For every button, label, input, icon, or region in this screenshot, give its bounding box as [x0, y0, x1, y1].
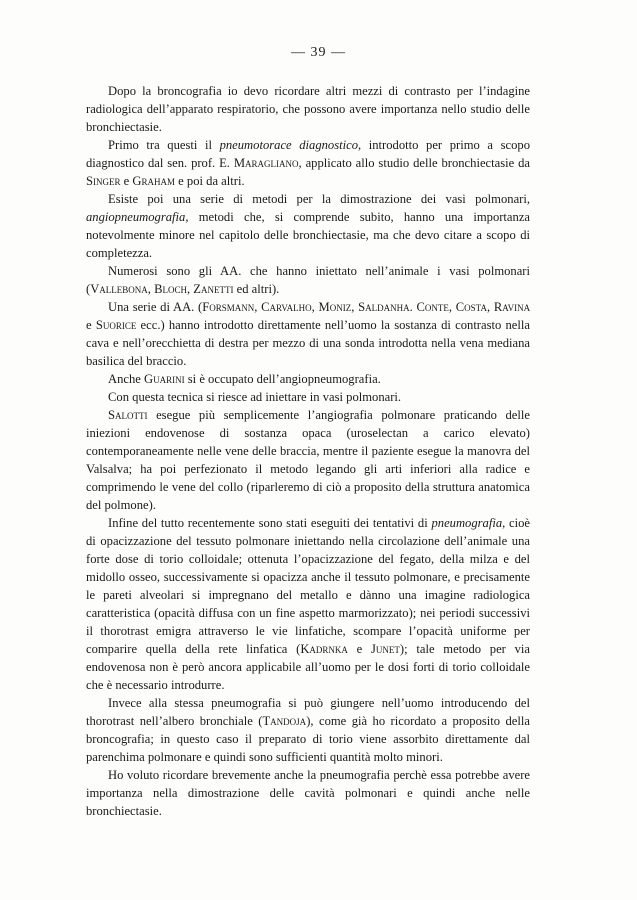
author-name: Graham	[132, 174, 176, 188]
author-name: Maragliano	[233, 156, 299, 170]
text-run: ,	[486, 300, 494, 314]
text-run: Ho voluto ricordare brevemente anche la pneumografia perchè essa potrebbe avere importanza nella dimostrazione delle cavità polmonari e quindi anche nelle bronchiectasie.	[86, 768, 530, 818]
text-run: Dopo la broncografia io devo ricordare altri mezzi di contrasto per l’indagine radiologica dell’apparato respiratorio, che possono avere importanza nello studio delle bronchiectasie.	[86, 84, 530, 134]
paragraph-p1	[86, 82, 530, 136]
text-run: cioè di opacizzazione del tessuto polmonare iniettando nella circolazione dell’animale una forte dose di torio colloidale; ottenuta l’opacizzazione del fegato, della milza e del midollo osseo, successivamente si opacizza anche il tessuto polmonare, e precisamente le pareti alveolari si impregnano del metallo e dànno una imagine radiologica caratteristica (opacità diffusa con un fine aspetto marmorizzato); nei periodi successivi il thorotrast emigra attraverso le vie linfatiche, scompare l’opacità uniforme per comparire quella della rete linfatica (	[86, 516, 530, 656]
italic-term: pneumografia,	[431, 516, 506, 530]
author-name: Ravina	[493, 300, 531, 314]
text-run: ,	[311, 300, 319, 314]
page-number: — 39 —	[291, 45, 346, 60]
text-run: si è occupato dell’angiopneumografia.	[184, 372, 381, 386]
text-run: e	[347, 642, 372, 656]
text-run: esegue più semplicemente l’angiografia polmonare praticando delle iniezioni endovenose di sostanza opaca (uroselectan a carico elevato) contemporaneamente nelle vene delle braccia, mentre il paziente esegue la manovra del Valsalva; ha poi perfezionato il metodo legando gli arti inferiori alla radice e comprimendo le vene del collo (riparleremo di ciò a proposito della struttura anatomica del polmone).	[86, 408, 530, 512]
author-name: Tandoja	[262, 714, 307, 728]
text-run: Esiste poi una serie di metodi per la dimostrazione dei vasi polmonari,	[108, 192, 530, 206]
text-run: ecc.) hanno introdotto direttamente nell’uomo la sostanza di contrasto nella cava e nell’orecchietta di destra per mezzo di una sonda introdotta nella vena mediana basilica del braccio.	[86, 318, 530, 368]
paragraph-p9	[86, 514, 530, 694]
text-run: ,	[187, 282, 194, 296]
text-run: Numerosi sono gli AA. che hanno iniettato nell’animale i vasi polmonari (	[86, 264, 530, 296]
text-run: , introdotto per primo a scopo diagnostico dal sen. prof. E.	[86, 138, 530, 170]
author-name: Vallebona	[90, 282, 148, 296]
author-name: Conte	[416, 300, 449, 314]
text-run: metodi che, si comprende subito, hanno una importanza notevolmente minore nel capitolo delle bronchiectasie, ma che devo citare a scopo di completezza.	[86, 210, 530, 260]
author-name: Zanetti	[193, 282, 234, 296]
text-run: e poi da altri.	[175, 174, 245, 188]
paragraph-p10	[86, 694, 530, 766]
author-name: Forsmann	[202, 300, 255, 314]
text-run: Primo tra questi il	[108, 138, 220, 152]
text-run: ed altri).	[233, 282, 280, 296]
author-name: Carvalho	[261, 300, 312, 314]
paragraph-p11	[86, 766, 530, 820]
text-run: e	[86, 318, 96, 332]
paragraph-p4	[86, 262, 530, 298]
paragraph-p2	[86, 136, 530, 190]
body-text	[86, 82, 530, 820]
text-run: ); tale metodo per via endovenosa non è però ancora applicabile all’uomo per le dosi forti di torio colloidale che è necessario introdurre.	[86, 642, 530, 692]
text-run: e	[120, 174, 133, 188]
paragraph-p3	[86, 190, 530, 262]
paragraph-p5	[86, 298, 530, 370]
author-name: Bloch	[154, 282, 187, 296]
italic-term: angiopneumografia,	[86, 210, 189, 224]
paragraph-p7	[86, 388, 530, 406]
italic-term: pneumotorace diagnostico	[219, 138, 358, 152]
author-name: Singer	[86, 174, 121, 188]
author-name: Kadrnka	[300, 642, 348, 656]
text-run: , applicato allo studio delle bronchiectasie da	[298, 156, 530, 170]
text-run: Invece alla stessa pneumografia si può giungere nell’uomo introducendo del thorotrast nell’albero bronchiale (	[86, 696, 530, 728]
author-name: Costa	[455, 300, 487, 314]
text-run: ,	[147, 282, 155, 296]
author-name: Guarini	[144, 372, 185, 386]
author-name: Salotti	[108, 408, 148, 422]
text-run: ,	[254, 300, 262, 314]
text-run: Infine del tutto recentemente sono stati eseguiti dei tentativi di	[108, 516, 432, 530]
text-run: Anche	[108, 372, 145, 386]
paragraph-p8	[86, 406, 530, 514]
text-run: ,	[351, 300, 359, 314]
text-run: ,	[448, 300, 456, 314]
paragraph-p6	[86, 370, 530, 388]
text-run: .	[409, 300, 417, 314]
author-name: Saldanha	[358, 300, 410, 314]
text-run: Una serie di AA. (	[108, 300, 203, 314]
author-name: Moniz	[318, 300, 352, 314]
text-run: ), come già ho ricordato a proposito della broncografia; in questo caso il preparato di torio viene assorbito direttamente dal parenchima polmonare e quindi sono sufficienti quantità molto minori.	[86, 714, 530, 764]
author-name: Junet	[371, 642, 400, 656]
author-name: Suorice	[95, 318, 137, 332]
text-run: Con questa tecnica si riesce ad iniettare in vasi polmonari.	[108, 390, 402, 404]
